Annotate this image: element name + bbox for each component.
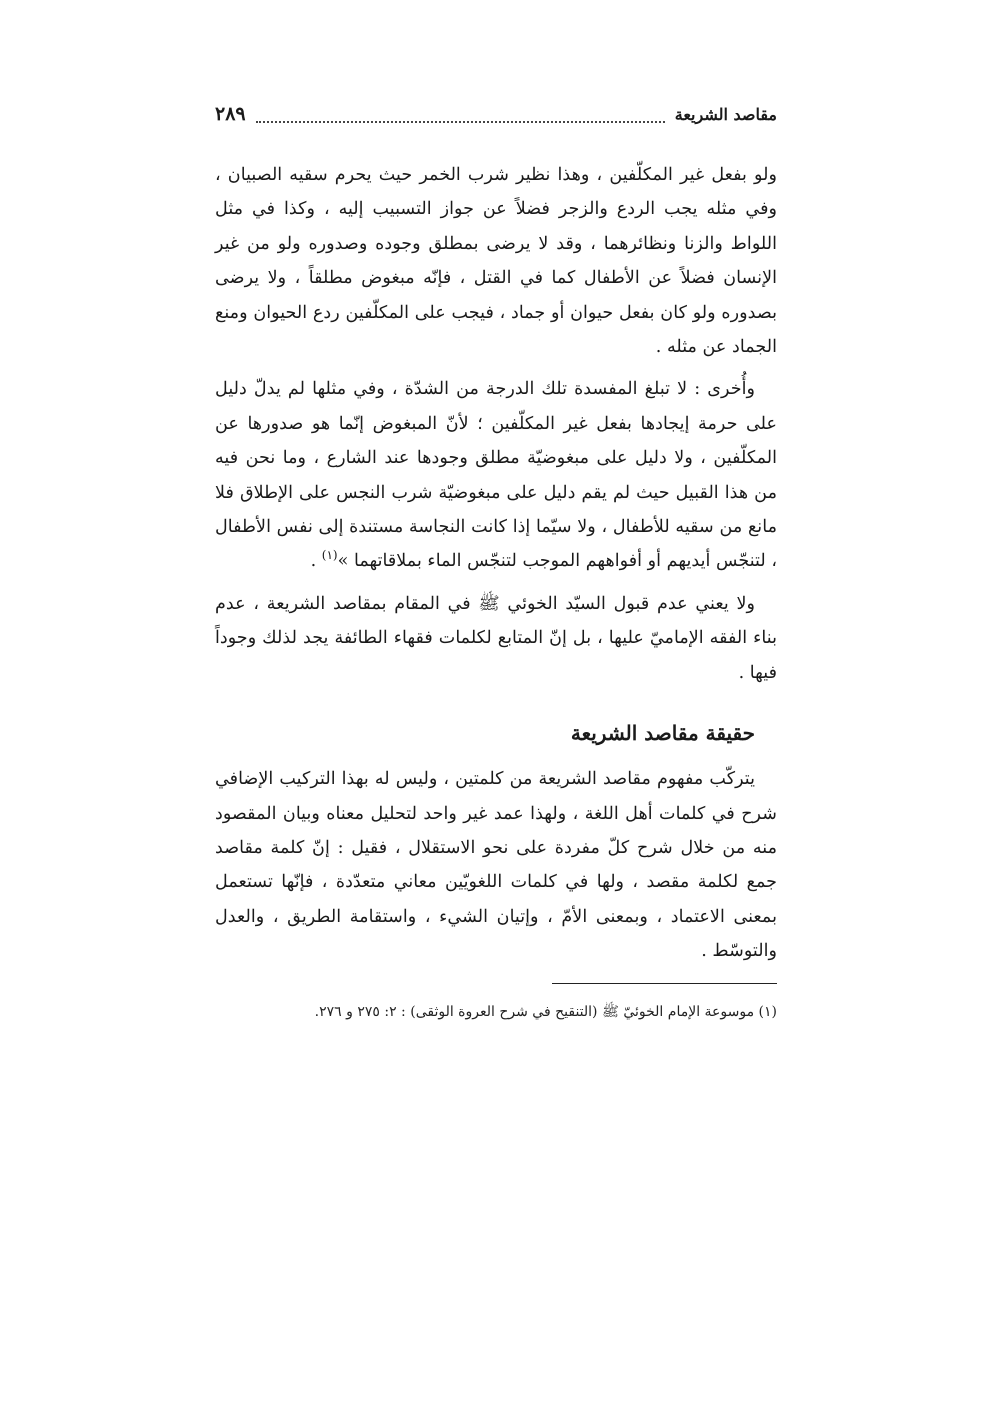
running-title: مقاصد الشريعة (674, 105, 777, 124)
main-text (215, 158, 777, 977)
page-number: ٢٨٩ (215, 103, 246, 125)
paragraph-4: يتركّب مفهوم مقاصد الشريعة من كلمتين ، وليس له بهذا التركيب الإضافي شرح في كلمات أهل اللغة ، ولهذا عمد غير واحد لتحليل معناه وبيان المقصود منه من خلال شرح كلّ مفردة على نحو الاستقلال ، فقيل : إنّ كلمة مقاصد جمع لكلمة مقصد ، ولها في كلمات اللغويّين معاني متعدّدة ، فإنّها تستعمل بمعنى الاعتماد ، وبمعنى الأمّ ، وإتيان الشيء ، واستقامة الطريق ، والعدل والتوسّط . (215, 769, 777, 962)
footnote: (١) موسوعة الإمام الخوئيّ ﷺ (التنقيح في شرح العروة الوثقى) : ٢: ٢٧٥ و ٢٧٦. (314, 1004, 777, 1020)
paragraph-2-text: وأُخرى : لا تبلغ المفسدة تلك الدرجة من الشدّة ، وفي مثلها لم يدلّ دليل على حرمة إيجادها بفعل غير المكلّفين ؛ لأنّ المبغوض إنّما هو صدورها عن المكلّفين ، ولا دليل على مبغوضيّة مطلق وجودها عند الشارع ، وما نحن فيه من هذا القبيل حيث لم يقم دليل على مبغوضيّة شرب النجس على الإطلاق فلا مانع من سقيه للأطفال ، ولا سيّما إذا كانت النجاسة مستندة إلى نفس الأطفال ، لتنجّس أيديهم أو أفواههم الموجب لتنجّس الماء بملاقاتهما » (215, 379, 777, 572)
paragraph-1: ولو بفعل غير المكلّفين ، وهذا نظير شرب الخمر حيث يحرم سقيه الصبيان ، وفي مثله يجب الردع والزجر فضلاً عن جواز التسبيب إليه ، وكذا في مثل اللواط والزنا ونظائرهما ، وقد لا يرضى بمطلق وجوده وصدوره ولو من غير الإنسان فضلاً عن الأطفال كما في القتل ، فإنّه مبغوض مطلقاً ، ولا يرضى بصدوره ولو كان بفعل حيوان أو جماد ، فيجب على المكلّفين ردع الحيوان ومنع الجماد عن مثله . (215, 165, 777, 358)
running-header (215, 103, 777, 131)
footnote-reference[interactable]: (١) (321, 548, 338, 563)
section-heading: حقيقة مقاصد الشريعة (570, 721, 755, 746)
footnote-separator (552, 983, 777, 984)
paragraph-3: ولا يعني عدم قبول السيّد الخوئي ﷺ في المقام بمقاصد الشريعة ، عدم بناء الفقه الإماميّ عليها ، بل إنّ المتابع لكلمات فقهاء الطائفة يجد لذلك وجوداً فيها . (215, 593, 777, 683)
header-dot-leader (256, 111, 665, 123)
paragraph-2: وأُخرى : لا تبلغ المفسدة تلك الدرجة من الشدّة ، وفي مثلها لم يدلّ دليل على حرمة إيجادها بفعل غير المكلّفين ؛ لأنّ المبغوض إنّما هو صدورها عن المكلّفين ، ولا دليل على مبغوضيّة مطلق وجودها عند الشارع ، وما نحن فيه من هذا القبيل حيث لم يقم دليل على مبغوضيّة شرب النجس على الإطلاق فلا مانع من سقيه للأطفال ، ولا سيّما إذا كانت النجاسة مستندة إلى نفس الأطفال ، لتنجّس أيديهم أو أفواههم الموجب لتنجّس الماء بملاقاتهما »$^{(١)}$ . (215, 379, 777, 572)
